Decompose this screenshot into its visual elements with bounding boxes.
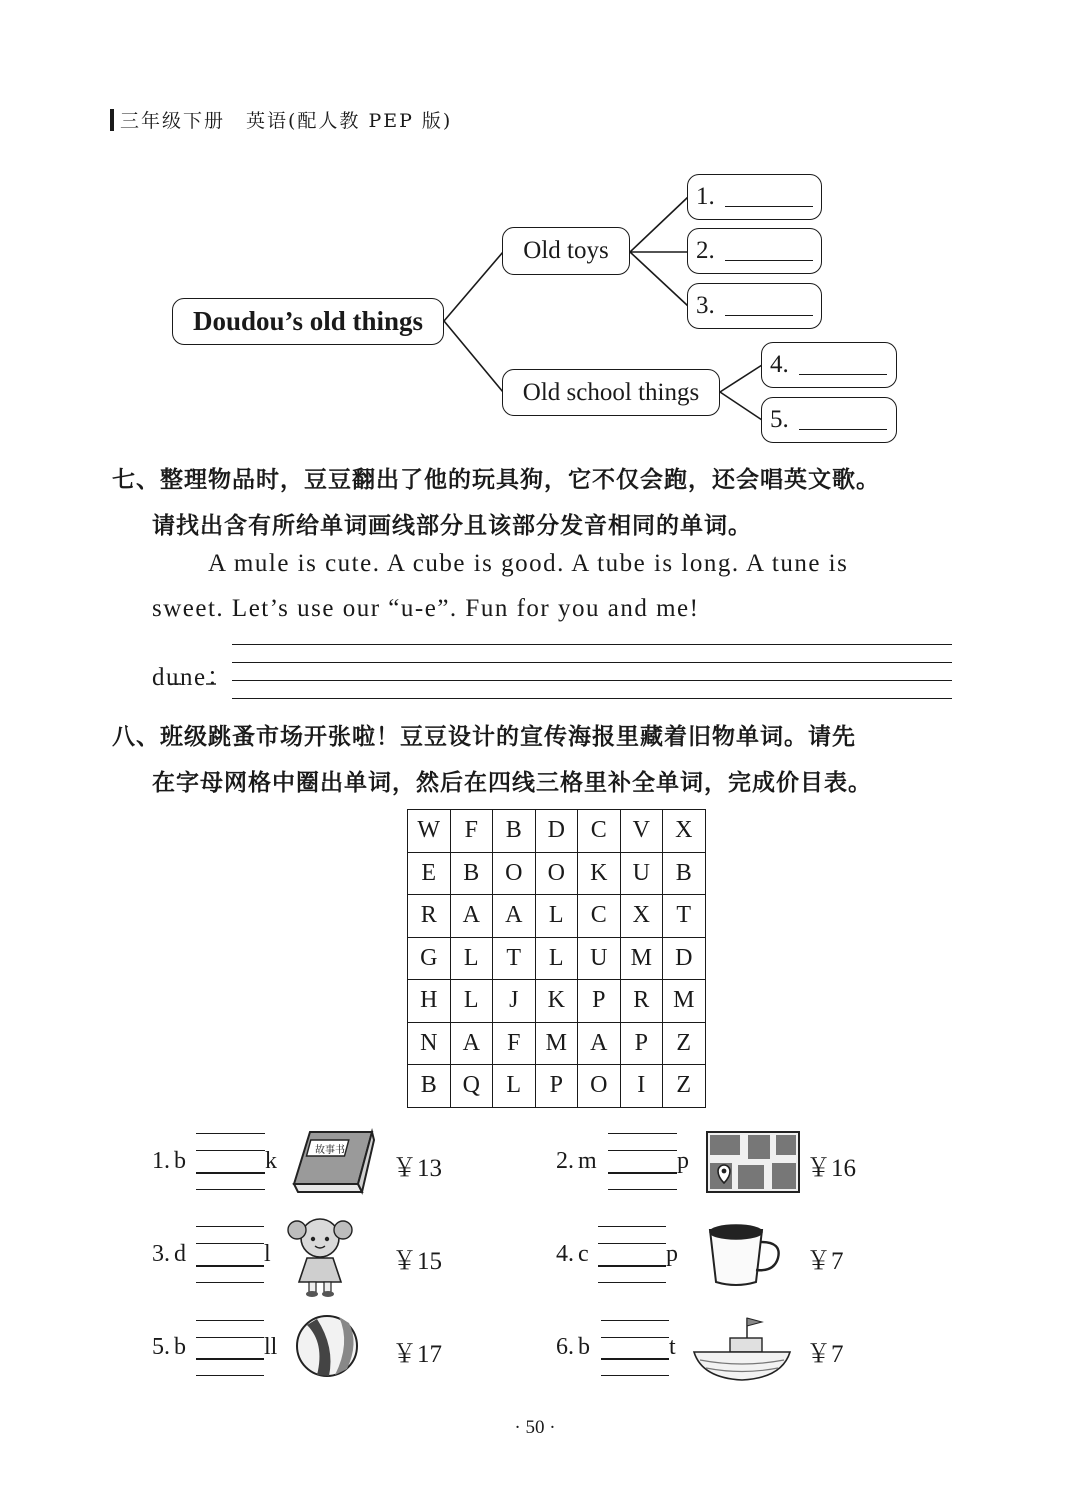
item-number: 5.	[152, 1334, 170, 1360]
answer-label-dune: dune：	[152, 664, 234, 691]
doll-icon	[283, 1212, 357, 1298]
grid-cell[interactable]: L	[535, 937, 578, 980]
grid-cell[interactable]: F	[493, 1022, 536, 1065]
writing-line-2[interactable]	[232, 662, 952, 663]
grid-row	[408, 1065, 706, 1108]
grid-cell[interactable]: B	[493, 810, 536, 853]
grid-cell[interactable]: M	[535, 1022, 578, 1065]
item-start-letter: b	[578, 1334, 590, 1360]
grid-cell[interactable]: E	[408, 852, 451, 895]
grid-cell[interactable]: A	[450, 1022, 493, 1065]
item-prefix	[152, 1334, 186, 1361]
grid-cell[interactable]: K	[535, 980, 578, 1023]
grid-cell[interactable]: P	[535, 1065, 578, 1108]
grid-cell[interactable]: W	[408, 810, 451, 853]
slot-3-blank[interactable]	[725, 297, 813, 316]
grid-cell[interactable]: U	[578, 937, 621, 980]
section8-title-1: 八、班级跳蚤市场开张啦！豆豆设计的宣传海报里藏着旧物单词。请先	[112, 724, 856, 750]
four-line-blank[interactable]	[196, 1189, 265, 1190]
connector-toys-3	[630, 252, 688, 306]
item-end-letters: l	[264, 1241, 271, 1267]
four-line-blank[interactable]	[608, 1189, 677, 1190]
four-line-blank[interactable]	[196, 1150, 265, 1151]
item-price: ￥15	[392, 1248, 443, 1275]
four-line-blank[interactable]	[196, 1243, 264, 1244]
slot-5-num: 5.	[770, 406, 789, 433]
ball-icon	[295, 1313, 359, 1379]
answer-slot-1[interactable]	[687, 174, 822, 220]
item-start-letter: c	[578, 1241, 589, 1267]
item-end-letters: p	[666, 1241, 678, 1267]
grid-cell[interactable]: D	[663, 937, 706, 980]
connector-school-5	[720, 392, 762, 420]
four-line-blank[interactable]	[196, 1320, 264, 1321]
grid-row	[408, 852, 706, 895]
grid-cell[interactable]: O	[578, 1065, 621, 1108]
grid-row	[408, 895, 706, 938]
grid-cell[interactable]: V	[620, 810, 663, 853]
grid-cell[interactable]: J	[493, 980, 536, 1023]
four-line-blank[interactable]	[608, 1172, 677, 1174]
item-prefix	[152, 1241, 186, 1268]
four-line-blank[interactable]	[598, 1243, 666, 1244]
slot-5-blank[interactable]	[799, 411, 887, 430]
four-line-blank[interactable]	[196, 1172, 265, 1174]
grid-row	[408, 1022, 706, 1065]
slot-1-num: 1.	[696, 183, 715, 210]
connector-root-school	[444, 321, 503, 392]
cup-icon	[704, 1220, 786, 1290]
slot-2-num: 2.	[696, 237, 715, 264]
grid-cell[interactable]: C	[578, 810, 621, 853]
item-start-letter: b	[174, 1334, 186, 1360]
four-line-blank[interactable]	[601, 1337, 669, 1338]
answer-slot-4[interactable]	[761, 342, 897, 388]
grid-cell[interactable]: R	[620, 980, 663, 1023]
item-price: ￥17	[392, 1341, 443, 1368]
section7-passage-2: sweet. Let’s use our “u-e”. Fun for you and me!	[152, 595, 700, 622]
grid-cell[interactable]: M	[620, 937, 663, 980]
four-line-blank[interactable]	[598, 1226, 666, 1227]
item-end-letters: p	[677, 1148, 689, 1174]
four-line-blank[interactable]	[601, 1375, 669, 1376]
dune-underline-marks	[150, 680, 220, 688]
writing-line-4[interactable]	[232, 698, 952, 699]
page-number: · 50 ·	[514, 1417, 556, 1438]
item-start-letter: d	[174, 1241, 186, 1267]
item-prefix	[556, 1334, 590, 1361]
grid-cell[interactable]: R	[408, 895, 451, 938]
grid-cell[interactable]: A	[450, 895, 493, 938]
section7-title-2: 请找出含有所给单词画线部分且该部分发音相同的单词。	[152, 513, 752, 539]
four-line-blank[interactable]	[598, 1265, 666, 1267]
grid-cell[interactable]: P	[620, 1022, 663, 1065]
grid-cell[interactable]: F	[450, 810, 493, 853]
grid-cell[interactable]: T	[663, 895, 706, 938]
item-prefix	[556, 1148, 597, 1175]
grid-cell[interactable]: L	[493, 1065, 536, 1108]
grid-cell[interactable]: I	[620, 1065, 663, 1108]
slot-2-blank[interactable]	[725, 242, 813, 261]
four-line-blank[interactable]	[196, 1226, 264, 1227]
grid-cell[interactable]: O	[535, 852, 578, 895]
four-line-blank[interactable]	[601, 1358, 669, 1360]
item-number: 1.	[152, 1148, 170, 1174]
four-line-blank[interactable]	[196, 1133, 265, 1134]
answer-slot-3[interactable]	[687, 283, 822, 329]
grid-cell[interactable]: T	[493, 937, 536, 980]
item-start-letter: m	[578, 1148, 597, 1174]
branch-old-school-things-label: Old school things	[522, 378, 700, 406]
item-price: ￥7	[806, 1248, 844, 1275]
answer-slot-5[interactable]	[761, 397, 897, 443]
item-number: 2.	[556, 1148, 574, 1174]
mindmap-root	[172, 298, 444, 345]
four-line-blank[interactable]	[601, 1320, 669, 1321]
grid-cell[interactable]: N	[408, 1022, 451, 1065]
grid-cell[interactable]: A	[493, 895, 536, 938]
item-price: ￥16	[806, 1155, 857, 1182]
section7-passage-1: A mule is cute. A cube is good. A tube is long. A tune is	[208, 550, 849, 577]
slot-4-blank[interactable]	[799, 356, 887, 375]
slot-1-blank[interactable]	[725, 188, 813, 207]
grid-cell[interactable]: U	[620, 852, 663, 895]
branch-old-toys-label: Old toys	[523, 237, 609, 264]
four-line-blank[interactable]	[608, 1150, 677, 1151]
grid-cell[interactable]: X	[620, 895, 663, 938]
item-number: 6.	[556, 1334, 574, 1360]
grid-cell[interactable]: G	[408, 937, 451, 980]
grid-cell[interactable]: C	[578, 895, 621, 938]
item-price: ￥13	[392, 1155, 443, 1182]
writing-line-1[interactable]	[232, 644, 952, 645]
grid-cell[interactable]: H	[408, 980, 451, 1023]
grid-cell[interactable]: B	[450, 852, 493, 895]
connector-school-4	[720, 365, 762, 392]
writing-line-3[interactable]	[232, 680, 952, 681]
grid-cell[interactable]: M	[663, 980, 706, 1023]
slot-4-num: 4.	[770, 351, 789, 378]
storybook-icon	[292, 1128, 376, 1196]
four-line-blank[interactable]	[196, 1358, 264, 1360]
item-end-letters: ll	[264, 1334, 278, 1360]
item-end-letters: k	[265, 1148, 277, 1174]
section7-title-1: 七、整理物品时，豆豆翻出了他的玩具狗，它不仅会跑，还会唱英文歌。	[112, 467, 880, 493]
section8-title-2: 在字母网格中圈出单词，然后在四线三格里补全单词，完成价目表。	[152, 770, 872, 796]
grid-cell[interactable]: K	[578, 852, 621, 895]
grid-cell[interactable]: X	[663, 810, 706, 853]
map-icon	[706, 1131, 800, 1193]
item-prefix	[152, 1148, 186, 1175]
connector-toys-1	[630, 197, 688, 252]
letter-grid	[407, 809, 706, 1108]
grid-cell[interactable]: O	[493, 852, 536, 895]
connector-root-toys	[444, 252, 503, 321]
grid-row	[408, 980, 706, 1023]
grid-cell[interactable]: Z	[663, 1022, 706, 1065]
grid-cell[interactable]: L	[450, 980, 493, 1023]
boat-icon	[690, 1312, 794, 1384]
four-line-blank[interactable]	[196, 1375, 264, 1376]
answer-slot-2[interactable]	[687, 228, 822, 274]
grid-row	[408, 937, 706, 980]
grid-cell[interactable]: B	[663, 852, 706, 895]
grid-cell[interactable]: D	[535, 810, 578, 853]
grid-row	[408, 810, 706, 853]
four-line-blank[interactable]	[598, 1282, 666, 1283]
mindmap-root-label: Doudou’s old things	[192, 306, 424, 336]
grid-cell[interactable]: L	[450, 937, 493, 980]
item-end-letters: t	[669, 1334, 676, 1360]
branch-old-toys	[502, 227, 630, 275]
grid-cell[interactable]: L	[535, 895, 578, 938]
four-line-blank[interactable]	[196, 1282, 264, 1283]
item-start-letter: b	[174, 1148, 186, 1174]
branch-old-school-things	[502, 369, 720, 416]
grid-cell[interactable]: P	[578, 980, 621, 1023]
storybook-label: 故事书	[315, 1145, 345, 1156]
four-line-blank[interactable]	[196, 1265, 264, 1267]
grid-cell[interactable]: Z	[663, 1065, 706, 1108]
header-text: 三年级下册 英语(配人教 PEP 版)	[120, 110, 453, 132]
grid-cell[interactable]: Q	[450, 1065, 493, 1108]
item-number: 4.	[556, 1241, 574, 1267]
item-number: 3.	[152, 1241, 170, 1267]
grid-cell[interactable]: B	[408, 1065, 451, 1108]
four-line-blank[interactable]	[196, 1337, 264, 1338]
item-price: ￥7	[806, 1341, 844, 1368]
grid-cell[interactable]: A	[578, 1022, 621, 1065]
item-prefix	[556, 1241, 589, 1268]
slot-3-num: 3.	[696, 292, 715, 319]
four-line-blank[interactable]	[608, 1133, 677, 1134]
